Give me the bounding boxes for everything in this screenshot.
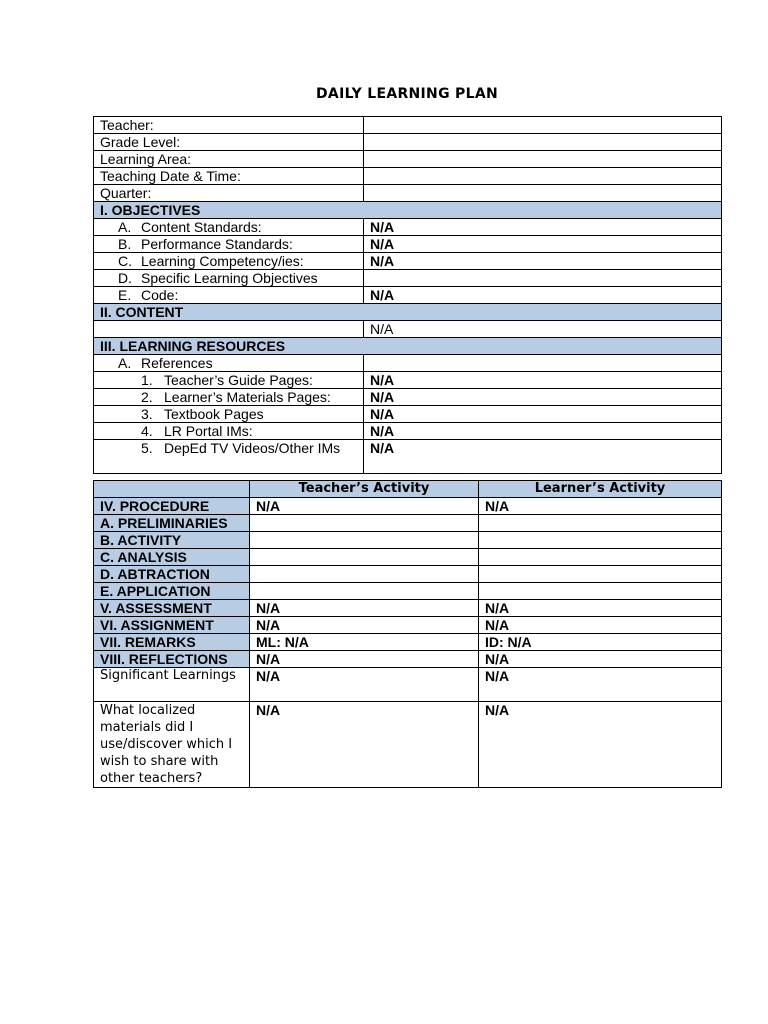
teacher-cell[interactable]: [250, 515, 479, 532]
reflection-label: Significant Learnings: [94, 668, 250, 702]
teacher-cell[interactable]: ML: N/A: [250, 634, 479, 651]
procedure-row: [94, 583, 722, 600]
procedure-label: D. ABTRACTION: [94, 566, 250, 583]
teacher-cell[interactable]: [250, 532, 479, 549]
learner-cell[interactable]: N/A: [479, 498, 722, 515]
item-label: Code:: [141, 287, 179, 303]
item-marker: A.: [118, 355, 132, 371]
item-label: Performance Standards:: [141, 236, 293, 252]
reflection-row: [94, 668, 722, 702]
item-marker: A.: [118, 219, 132, 235]
item-label: LR Portal IMs:: [164, 423, 253, 439]
teacher-cell[interactable]: N/A: [250, 668, 479, 702]
field-label: Quarter:: [94, 185, 364, 202]
item-marker: 4.: [141, 423, 153, 439]
field-label: Teaching Date & Time:: [94, 168, 364, 185]
item-value[interactable]: [364, 355, 722, 372]
item-label: DepEd TV Videos/Other IMs: [164, 440, 341, 456]
content-value[interactable]: N/A: [364, 321, 722, 338]
resource-row: [94, 423, 722, 440]
item-label: Learning Competency/ies:: [141, 253, 304, 269]
procedure-label: IV. PROCEDURE: [94, 498, 250, 515]
field-label: Teacher:: [94, 117, 364, 134]
procedure-label: E. APPLICATION: [94, 583, 250, 600]
field-value[interactable]: [364, 185, 722, 202]
procedure-label: VI. ASSIGNMENT: [94, 617, 250, 634]
procedure-label: A. PRELIMINARIES: [94, 515, 250, 532]
field-value[interactable]: [364, 151, 722, 168]
plan-info-table: [93, 116, 722, 474]
reflection-label: What localized materials did I use/discover which I wish to share with other teachers?: [94, 702, 250, 788]
learner-cell[interactable]: N/A: [479, 617, 722, 634]
learner-cell[interactable]: N/A: [479, 651, 722, 668]
item-marker: 1.: [141, 372, 153, 388]
field-value[interactable]: [364, 168, 722, 185]
procedure-row: [94, 532, 722, 549]
content-label: [94, 321, 364, 338]
item-label: Content Standards:: [141, 219, 262, 235]
header-blank: [94, 481, 250, 498]
item-marker: 2.: [141, 389, 153, 405]
header-field-row: [94, 134, 722, 151]
item-value[interactable]: N/A: [364, 236, 722, 253]
objectives-heading: I. OBJECTIVES: [94, 202, 722, 219]
item-marker: 3.: [141, 406, 153, 422]
procedure-label: C. ANALYSIS: [94, 549, 250, 566]
learner-cell[interactable]: N/A: [479, 600, 722, 617]
learner-cell[interactable]: [479, 515, 722, 532]
procedure-row: [94, 566, 722, 583]
learner-cell[interactable]: N/A: [479, 668, 722, 702]
learner-cell[interactable]: N/A: [479, 702, 722, 788]
learner-cell[interactable]: [479, 549, 722, 566]
procedure-label: VIII. REFLECTIONS: [94, 651, 250, 668]
teacher-cell[interactable]: N/A: [250, 651, 479, 668]
item-marker: E.: [118, 287, 132, 303]
procedure-label: B. ACTIVITY: [94, 532, 250, 549]
learner-cell[interactable]: [479, 566, 722, 583]
content-heading: II. CONTENT: [94, 304, 722, 321]
item-value[interactable]: N/A: [364, 440, 722, 474]
item-label: Textbook Pages: [164, 406, 264, 422]
procedure-row: [94, 651, 722, 668]
item-value[interactable]: N/A: [364, 253, 722, 270]
resource-row: [94, 389, 722, 406]
resources-heading: III. LEARNING RESOURCES: [94, 338, 722, 355]
header-field-row: [94, 168, 722, 185]
teacher-cell[interactable]: N/A: [250, 498, 479, 515]
teacher-cell[interactable]: N/A: [250, 702, 479, 788]
item-marker: D.: [118, 270, 132, 286]
item-value[interactable]: [364, 270, 722, 287]
procedure-row: [94, 634, 722, 651]
procedure-row: [94, 549, 722, 566]
item-value[interactable]: N/A: [364, 389, 722, 406]
header-field-row: [94, 185, 722, 202]
item-marker: 5.: [141, 440, 153, 456]
references-row: [94, 355, 722, 372]
objective-row: [94, 236, 722, 253]
learner-cell[interactable]: [479, 583, 722, 600]
procedure-row: [94, 617, 722, 634]
item-value[interactable]: N/A: [364, 406, 722, 423]
teacher-cell[interactable]: [250, 566, 479, 583]
document-title: DAILY LEARNING PLAN: [316, 86, 498, 102]
field-value[interactable]: [364, 117, 722, 134]
resource-row: [94, 372, 722, 389]
procedure-row: [94, 515, 722, 532]
item-marker: C.: [118, 253, 132, 269]
procedure-label: VII. REMARKS: [94, 634, 250, 651]
teacher-cell[interactable]: N/A: [250, 600, 479, 617]
procedure-row: [94, 600, 722, 617]
item-label: Teacher’s Guide Pages:: [164, 372, 313, 388]
item-label: Learner’s Materials Pages:: [164, 389, 331, 405]
field-value[interactable]: [364, 134, 722, 151]
content-row: [94, 321, 722, 338]
item-value[interactable]: N/A: [364, 287, 722, 304]
procedure-label: V. ASSESSMENT: [94, 600, 250, 617]
learner-activity-header: Learner’s Activity: [479, 481, 722, 498]
objective-row: [94, 253, 722, 270]
field-label: Learning Area:: [94, 151, 364, 168]
learner-cell[interactable]: [479, 532, 722, 549]
learner-cell[interactable]: ID: N/A: [479, 634, 722, 651]
procedure-table: [93, 480, 722, 788]
field-label: Grade Level:: [94, 134, 364, 151]
header-field-row: [94, 151, 722, 168]
resource-row: [94, 440, 722, 474]
teacher-cell[interactable]: N/A: [250, 617, 479, 634]
reflection-row: [94, 702, 722, 788]
item-label: References: [141, 355, 213, 371]
item-value[interactable]: N/A: [364, 423, 722, 440]
item-value[interactable]: N/A: [364, 372, 722, 389]
item-label: Specific Learning Objectives: [141, 270, 318, 286]
resource-row: [94, 406, 722, 423]
item-value[interactable]: N/A: [364, 219, 722, 236]
header-field-row: [94, 117, 722, 134]
teacher-cell[interactable]: [250, 583, 479, 600]
procedure-header-row: [94, 481, 722, 498]
procedure-row: [94, 498, 722, 515]
objective-row: [94, 270, 722, 287]
objective-row: [94, 287, 722, 304]
objective-row: [94, 219, 722, 236]
teacher-cell[interactable]: [250, 549, 479, 566]
item-marker: B.: [118, 236, 132, 252]
teacher-activity-header: Teacher’s Activity: [250, 481, 479, 498]
